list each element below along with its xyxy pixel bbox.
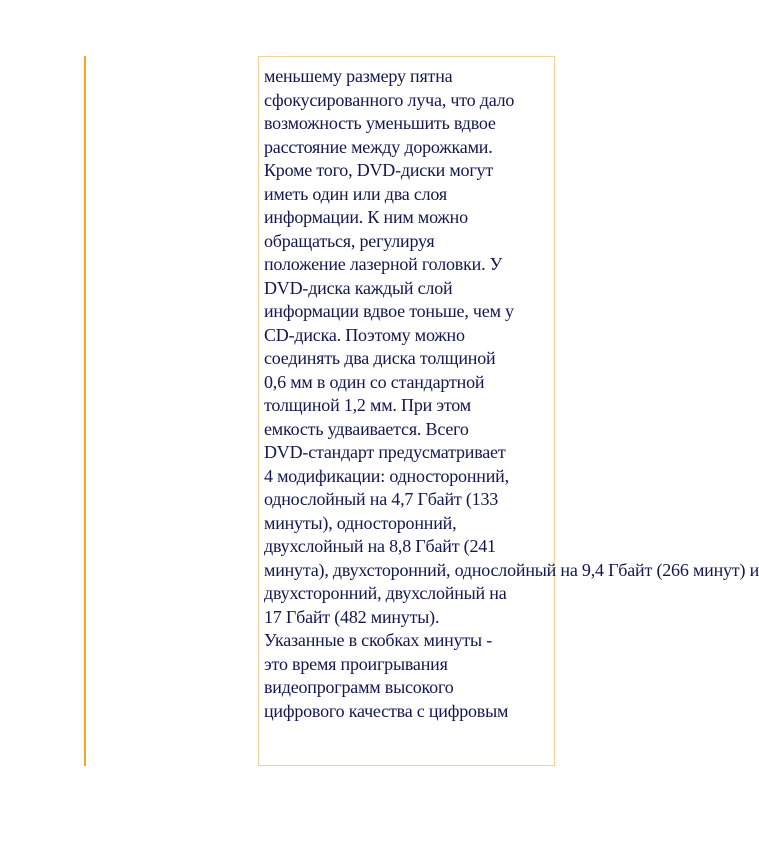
text-line: соединять два диска толщиной bbox=[264, 348, 496, 368]
text-line: положение лазерной головки. У bbox=[264, 254, 503, 274]
text-line: минуты), односторонний, bbox=[264, 512, 457, 533]
text-line: информации. К ним можно bbox=[264, 207, 468, 227]
text-line: возможность уменьшить вдвое bbox=[264, 113, 496, 133]
text-line: обращаться, регулируя bbox=[264, 230, 435, 251]
text-line: 0,6 мм в один со стандартной bbox=[264, 371, 485, 392]
text-line: сфокусированного луча, что дало bbox=[264, 89, 515, 110]
text-line: это время проигрывания bbox=[264, 653, 448, 674]
text-line: Кроме того, DVD-диски могут bbox=[264, 160, 493, 180]
text-line: цифрового качества с цифровым bbox=[264, 700, 509, 721]
text-line: двухслойный на 8,8 Гбайт (241 bbox=[264, 536, 496, 556]
text-line: меньшему размеру пятна bbox=[264, 66, 453, 86]
text-line: DVD-диска каждый слой bbox=[264, 277, 453, 298]
text-line: видеопрограмм высокого bbox=[264, 677, 454, 697]
text-frame bbox=[258, 56, 759, 766]
text-line: CD-диска. Поэтому можно bbox=[264, 324, 465, 345]
text-line: иметь один или два слоя bbox=[264, 183, 447, 204]
text-line: DVD-стандарт предусматривает bbox=[264, 442, 506, 462]
text-line: 17 Гбайт (482 минуты). bbox=[264, 606, 440, 627]
text-line: Указанные в скобках минуты - bbox=[264, 630, 493, 650]
text-line: двухсторонний, двухслойный на bbox=[264, 583, 507, 603]
text-line: однослойный на 4,7 Гбайт (133 bbox=[264, 489, 499, 509]
text-line: информации вдвое тоньше, чем у bbox=[264, 301, 514, 321]
text-line: 4 модификации: односторонний, bbox=[264, 465, 509, 486]
text-line: емкость удваивается. Всего bbox=[264, 418, 469, 439]
text-line: толщиной 1,2 мм. При этом bbox=[264, 395, 471, 415]
text-line: минута), двухсторонний, однослойный на 9,4 Гбайт (266 минут) и bbox=[264, 559, 759, 580]
left-margin-rule bbox=[84, 56, 86, 766]
text-line: расстояние между дорожками. bbox=[264, 136, 493, 157]
